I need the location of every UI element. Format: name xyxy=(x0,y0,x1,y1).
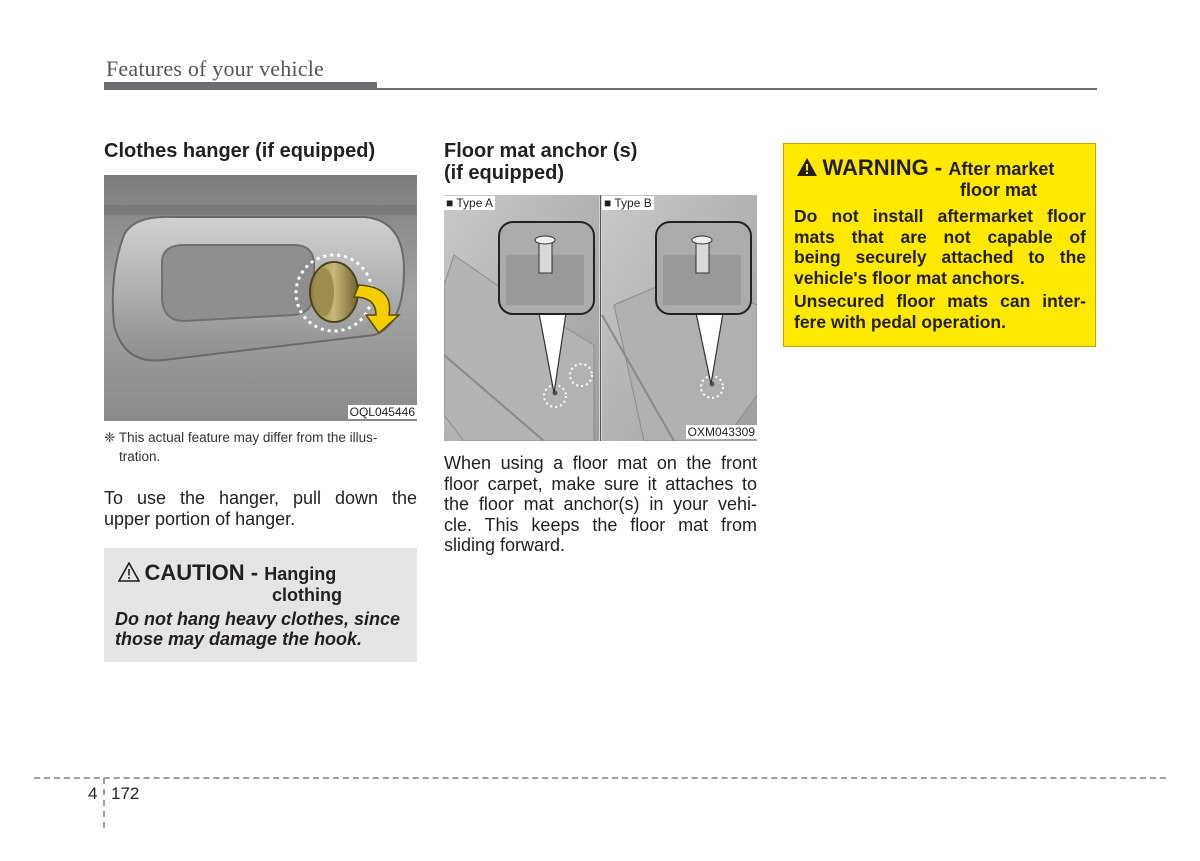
hanger-heading: Clothes hanger (if equipped) xyxy=(104,140,376,162)
caution-body-line2: those may damage the hook. xyxy=(115,629,363,649)
floormat-figure-code: OXM043309 xyxy=(687,425,755,439)
warning-para1-line: mats that are not capable of xyxy=(794,226,1086,247)
caution-topic-line2: clothing xyxy=(272,585,342,605)
warning-triangle-icon xyxy=(796,157,818,177)
warning-topic-line1: After market xyxy=(948,159,1055,179)
warning-box xyxy=(783,143,1096,347)
floormat-body-line: floor carpet, make sure it attaches to xyxy=(444,473,757,494)
floormat-type-b: ■ Type B xyxy=(604,196,652,210)
floormat-heading-line2: (if equipped) xyxy=(444,162,564,184)
hanger-illustration xyxy=(104,175,417,421)
warning-para1-line: being securely attached to the xyxy=(794,247,1086,267)
hanger-note-line1: ❈ This actual feature may differ from the illus- xyxy=(104,430,378,445)
caution-label: CAUTION - xyxy=(144,560,265,585)
caution-triangle-icon xyxy=(118,562,140,582)
warning-para2-line: Unsecured floor mats can inter- xyxy=(794,291,1086,311)
footer-rule xyxy=(34,777,1166,779)
floormat-body-line: sliding forward. xyxy=(444,535,566,555)
caution-body-line1: Do not hang heavy clothes, since xyxy=(115,609,401,629)
floormat-heading-line1: Floor mat anchor (s) xyxy=(444,140,638,162)
caution-topic-line1: Hanging xyxy=(264,564,337,584)
hanger-body-line1: To use the hanger, pull down the xyxy=(104,488,417,508)
floormat-body-line: When using a floor mat on the front xyxy=(444,453,757,473)
caution-title xyxy=(118,560,342,606)
floormat-heading xyxy=(444,140,637,184)
hanger-body-line2: upper portion of hanger. xyxy=(104,508,296,529)
floormat-body-line: cle. This keeps the floor mat from xyxy=(444,514,757,535)
header-rule-thin xyxy=(104,88,1097,90)
warning-para1-line: vehicle's floor mat anchors. xyxy=(794,267,1025,288)
caution-body xyxy=(115,609,415,649)
floormat-body xyxy=(444,453,757,556)
floormat-type-a: ■ Type A xyxy=(446,196,494,210)
warning-title xyxy=(796,155,1054,201)
warning-topic-line2: floor mat xyxy=(960,180,1038,200)
warning-label: WARNING - xyxy=(822,155,949,180)
floormat-body-line: the floor mat anchor(s) in your vehi- xyxy=(444,494,757,514)
footer-divider xyxy=(103,778,105,828)
floormat-illustration xyxy=(444,195,757,441)
page-number: 172 xyxy=(111,784,140,803)
warning-para2-line: fere with pedal operation. xyxy=(794,311,1006,332)
hanger-figure xyxy=(104,175,417,421)
floormat-figure xyxy=(444,195,757,441)
hanger-body xyxy=(104,488,417,529)
hanger-note-line2: tration. xyxy=(119,449,161,464)
warning-para1-line: Do not install aftermarket floor xyxy=(794,206,1086,226)
page-chapter: 4 xyxy=(88,784,98,803)
warning-para1 xyxy=(794,206,1086,288)
header-title: Features of your vehicle xyxy=(106,56,325,81)
warning-para2 xyxy=(794,291,1086,332)
hanger-figure-code: OQL045446 xyxy=(349,405,415,419)
hanger-note xyxy=(104,428,417,466)
caution-box xyxy=(104,548,417,662)
